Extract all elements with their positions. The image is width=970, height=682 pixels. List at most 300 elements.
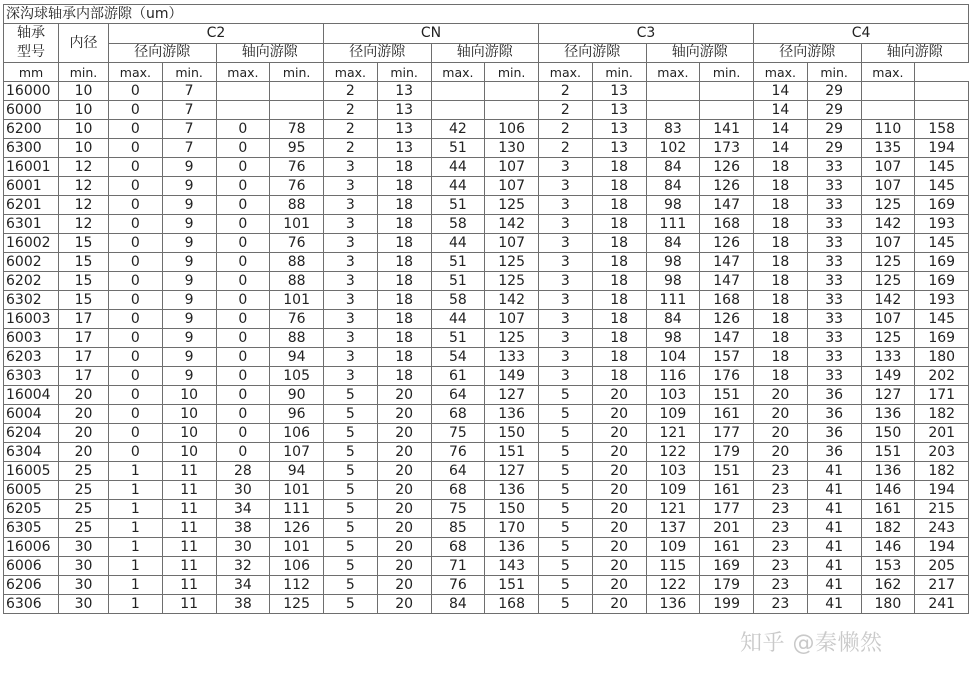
clearance-value-cell (861, 101, 915, 120)
clearance-value-cell: 18 (754, 177, 808, 196)
clearance-value-cell: 136 (485, 405, 539, 424)
clearance-value-cell: 125 (861, 196, 915, 215)
clearance-value-cell: 88 (270, 272, 324, 291)
clearance-value-cell: 75 (431, 424, 485, 443)
clearance-value-cell: 9 (162, 348, 216, 367)
clearance-value-cell: 18 (377, 367, 431, 386)
model-header-label: 轴承 型号 (17, 25, 45, 60)
clearance-value-cell: 33 (807, 329, 861, 348)
bearing-model-cell: 6203 (4, 348, 59, 367)
clearance-value-cell: 2 (324, 82, 378, 101)
table-row (4, 595, 969, 614)
clearance-value-cell: 182 (915, 405, 969, 424)
bearing-model-cell: 6004 (4, 405, 59, 424)
clearance-value-cell: 38 (216, 519, 270, 538)
clearance-value-cell: 3 (539, 253, 593, 272)
clearance-value-cell: 201 (915, 424, 969, 443)
clearance-value-cell: 125 (485, 329, 539, 348)
bearing-model-cell: 6001 (4, 177, 59, 196)
group-header-c4: C4 (754, 24, 969, 44)
axial-clearance-header: 轴向游隙 (861, 43, 969, 63)
clearance-value-cell: 20 (754, 405, 808, 424)
table-row (4, 215, 969, 234)
clearance-value-cell: 71 (431, 557, 485, 576)
clearance-value-cell: 20 (377, 405, 431, 424)
clearance-value-cell: 33 (807, 158, 861, 177)
clearance-value-cell: 33 (807, 291, 861, 310)
clearance-value-cell (915, 101, 969, 120)
clearance-value-cell: 20 (592, 386, 646, 405)
clearance-value-cell: 98 (646, 329, 700, 348)
table-row (4, 481, 969, 500)
clearance-value-cell: 90 (270, 386, 324, 405)
clearance-value-cell: 13 (377, 101, 431, 120)
clearance-value-cell: 88 (270, 329, 324, 348)
clearance-value-cell: 169 (915, 272, 969, 291)
clearance-value-cell: 41 (807, 519, 861, 538)
table-row (4, 291, 969, 310)
clearance-value-cell: 20 (377, 500, 431, 519)
clearance-value-cell (431, 101, 485, 120)
clearance-value-cell: 5 (539, 405, 593, 424)
clearance-value-cell: 2 (324, 120, 378, 139)
clearance-value-cell: 11 (162, 481, 216, 500)
table-row (4, 158, 969, 177)
clearance-value-cell: 136 (485, 538, 539, 557)
clearance-value-cell: 5 (324, 576, 378, 595)
bore-diameter-cell: 17 (59, 310, 109, 329)
clearance-value-cell: 126 (700, 310, 754, 329)
clearance-value-cell: 5 (539, 500, 593, 519)
clearance-value-cell: 0 (109, 443, 163, 462)
bore-diameter-cell: 15 (59, 272, 109, 291)
bearing-model-cell: 6205 (4, 500, 59, 519)
table-row (4, 367, 969, 386)
clearance-value-cell: 9 (162, 291, 216, 310)
clearance-value-cell: 18 (377, 177, 431, 196)
bearing-model-cell: 16000 (4, 82, 59, 101)
clearance-value-cell: 125 (485, 196, 539, 215)
clearance-value-cell: 126 (700, 234, 754, 253)
clearance-value-cell: 2 (324, 101, 378, 120)
clearance-value-cell: 9 (162, 272, 216, 291)
clearance-value-cell: 145 (915, 177, 969, 196)
clearance-value-cell: 76 (270, 234, 324, 253)
clearance-value-cell: 51 (431, 272, 485, 291)
clearance-value-cell: 3 (539, 234, 593, 253)
clearance-value-cell: 96 (270, 405, 324, 424)
clearance-value-cell: 194 (915, 538, 969, 557)
clearance-value-cell: 3 (324, 158, 378, 177)
clearance-value-cell: 78 (270, 120, 324, 139)
clearance-value-cell: 110 (861, 120, 915, 139)
table-row (4, 234, 969, 253)
clearance-value-cell: 13 (377, 120, 431, 139)
clearance-value-cell: 29 (807, 82, 861, 101)
bore-diameter-cell: 25 (59, 519, 109, 538)
clearance-value-cell: 18 (754, 234, 808, 253)
clearance-value-cell: 20 (592, 538, 646, 557)
clearance-value-cell: 33 (807, 310, 861, 329)
clearance-value-cell: 32 (216, 557, 270, 576)
clearance-value-cell: 51 (431, 253, 485, 272)
clearance-value-cell: 158 (915, 120, 969, 139)
table-row (4, 82, 969, 101)
clearance-value-cell: 20 (377, 443, 431, 462)
clearance-value-cell: 3 (324, 234, 378, 253)
clearance-value-cell: 23 (754, 462, 808, 481)
clearance-value-cell: 23 (754, 595, 808, 614)
clearance-value-cell: 147 (700, 196, 754, 215)
clearance-value-cell: 0 (109, 424, 163, 443)
clearance-value-cell: 3 (324, 367, 378, 386)
clearance-value-cell: 10 (162, 386, 216, 405)
clearance-type-row (4, 43, 969, 63)
clearance-value-cell: 9 (162, 234, 216, 253)
clearance-value-cell: 18 (754, 215, 808, 234)
clearance-value-cell: 137 (646, 519, 700, 538)
clearance-value-cell: 217 (915, 576, 969, 595)
table-row (4, 310, 969, 329)
clearance-value-cell (700, 101, 754, 120)
clearance-value-cell: 0 (216, 215, 270, 234)
clearance-value-cell: 107 (861, 177, 915, 196)
clearance-value-cell: 13 (377, 139, 431, 158)
clearance-value-cell: 33 (807, 234, 861, 253)
clearance-value-cell: 0 (216, 158, 270, 177)
clearance-value-cell: 142 (485, 291, 539, 310)
clearance-value-cell: 11 (162, 462, 216, 481)
clearance-value-cell: 0 (216, 177, 270, 196)
clearance-value-cell: 76 (431, 576, 485, 595)
clearance-value-cell: 182 (861, 519, 915, 538)
clearance-value-cell: 23 (754, 481, 808, 500)
clearance-value-cell (216, 82, 270, 101)
clearance-value-cell: 0 (109, 310, 163, 329)
bore-diameter-cell: 20 (59, 424, 109, 443)
clearance-value-cell (270, 101, 324, 120)
clearance-value-cell: 151 (700, 462, 754, 481)
clearance-value-cell: 33 (807, 177, 861, 196)
clearance-value-cell: 104 (646, 348, 700, 367)
table-row (4, 196, 969, 215)
clearance-value-cell: 20 (592, 576, 646, 595)
clearance-value-cell: 202 (915, 367, 969, 386)
clearance-value-cell: 95 (270, 139, 324, 158)
clearance-value-cell: 5 (539, 443, 593, 462)
clearance-value-cell: 0 (216, 139, 270, 158)
clearance-value-cell: 105 (270, 367, 324, 386)
clearance-value-cell: 41 (807, 462, 861, 481)
clearance-value-cell: 3 (324, 196, 378, 215)
clearance-value-cell: 127 (485, 462, 539, 481)
clearance-value-cell: 205 (915, 557, 969, 576)
table-row (4, 272, 969, 291)
clearance-value-cell: 1 (109, 576, 163, 595)
clearance-value-cell: 125 (485, 272, 539, 291)
table-row (4, 538, 969, 557)
bearing-model-cell: 6206 (4, 576, 59, 595)
clearance-value-cell: 171 (915, 386, 969, 405)
clearance-value-cell: 5 (324, 462, 378, 481)
min-header: min. (592, 63, 646, 82)
clearance-value-cell: 94 (270, 348, 324, 367)
clearance-value-cell: 68 (431, 538, 485, 557)
clearance-value-cell: 169 (915, 196, 969, 215)
clearance-value-cell: 3 (539, 291, 593, 310)
clearance-value-cell: 145 (915, 234, 969, 253)
bearing-model-cell: 6300 (4, 139, 59, 158)
clearance-value-cell: 20 (592, 424, 646, 443)
clearance-value-cell: 5 (324, 481, 378, 500)
clearance-value-cell: 101 (270, 291, 324, 310)
clearance-value-cell: 11 (162, 538, 216, 557)
clearance-value-cell: 182 (915, 462, 969, 481)
clearance-value-cell: 18 (754, 272, 808, 291)
bearing-model-cell: 6204 (4, 424, 59, 443)
clearance-value-cell: 0 (109, 139, 163, 158)
clearance-value-cell: 102 (646, 139, 700, 158)
clearance-value-cell: 20 (377, 462, 431, 481)
clearance-value-cell: 146 (861, 538, 915, 557)
table-row (4, 462, 969, 481)
clearance-value-cell: 146 (861, 481, 915, 500)
clearance-value-cell: 106 (485, 120, 539, 139)
clearance-value-cell: 29 (807, 139, 861, 158)
clearance-value-cell: 76 (431, 443, 485, 462)
clearance-value-cell: 5 (324, 557, 378, 576)
clearance-value-cell (485, 82, 539, 101)
clearance-value-cell (216, 101, 270, 120)
bearing-model-cell: 16002 (4, 234, 59, 253)
clearance-value-cell: 9 (162, 253, 216, 272)
clearance-value-cell: 68 (431, 481, 485, 500)
clearance-value-cell: 1 (109, 538, 163, 557)
clearance-value-cell: 109 (646, 538, 700, 557)
clearance-value-cell: 3 (324, 329, 378, 348)
clearance-value-cell: 44 (431, 310, 485, 329)
clearance-value-cell: 23 (754, 576, 808, 595)
table-row (4, 139, 969, 158)
clearance-value-cell: 3 (539, 310, 593, 329)
clearance-value-cell: 194 (915, 139, 969, 158)
clearance-value-cell: 0 (109, 367, 163, 386)
clearance-value-cell: 5 (324, 443, 378, 462)
clearance-value-cell: 18 (377, 215, 431, 234)
clearance-value-cell: 203 (915, 443, 969, 462)
clearance-value-cell: 0 (216, 405, 270, 424)
clearance-value-cell: 5 (539, 557, 593, 576)
clearance-value-cell: 98 (646, 196, 700, 215)
bearing-model-cell: 6002 (4, 253, 59, 272)
clearance-value-cell: 18 (754, 367, 808, 386)
clearance-value-cell: 0 (216, 367, 270, 386)
clearance-value-cell: 125 (861, 272, 915, 291)
clearance-value-cell: 126 (700, 158, 754, 177)
clearance-value-cell: 51 (431, 196, 485, 215)
clearance-value-cell: 133 (485, 348, 539, 367)
clearance-value-cell: 34 (216, 576, 270, 595)
clearance-value-cell: 169 (915, 253, 969, 272)
clearance-value-cell: 107 (485, 177, 539, 196)
clearance-value-cell: 0 (216, 424, 270, 443)
clearance-value-cell: 14 (754, 101, 808, 120)
clearance-value-cell: 98 (646, 253, 700, 272)
bore-diameter-cell: 30 (59, 557, 109, 576)
bore-diameter-cell: 20 (59, 386, 109, 405)
clearance-value-cell: 94 (270, 462, 324, 481)
clearance-value-cell: 5 (324, 538, 378, 557)
clearance-value-cell: 136 (861, 462, 915, 481)
bore-diameter-cell: 17 (59, 367, 109, 386)
clearance-value-cell: 20 (377, 538, 431, 557)
clearance-value-cell: 18 (377, 158, 431, 177)
clearance-value-cell: 3 (324, 215, 378, 234)
clearance-value-cell: 161 (700, 405, 754, 424)
clearance-value-cell: 13 (592, 82, 646, 101)
clearance-value-cell: 33 (807, 272, 861, 291)
clearance-value-cell: 125 (861, 329, 915, 348)
clearance-value-cell: 7 (162, 82, 216, 101)
bore-unit: mm (4, 63, 59, 82)
clearance-value-cell: 29 (807, 101, 861, 120)
clearance-value-cell: 41 (807, 557, 861, 576)
clearance-value-cell: 41 (807, 576, 861, 595)
clearance-value-cell: 36 (807, 386, 861, 405)
clearance-value-cell: 0 (216, 348, 270, 367)
clearance-value-cell: 5 (324, 500, 378, 519)
clearance-value-cell: 18 (377, 234, 431, 253)
clearance-value-cell: 84 (646, 177, 700, 196)
clearance-value-cell: 2 (539, 82, 593, 101)
clearance-value-cell: 0 (109, 177, 163, 196)
clearance-value-cell: 30 (216, 481, 270, 500)
model-header (4, 24, 59, 63)
clearance-value-cell: 169 (700, 557, 754, 576)
clearance-value-cell: 145 (915, 310, 969, 329)
clearance-value-cell: 9 (162, 310, 216, 329)
bearing-model-cell: 16004 (4, 386, 59, 405)
clearance-value-cell: 0 (109, 405, 163, 424)
clearance-value-cell: 23 (754, 557, 808, 576)
clearance-value-cell: 168 (700, 291, 754, 310)
bearing-model-cell: 16006 (4, 538, 59, 557)
clearance-value-cell: 18 (377, 272, 431, 291)
group-header-cn: CN (324, 24, 539, 44)
clearance-value-cell: 18 (377, 348, 431, 367)
bore-diameter-cell: 20 (59, 443, 109, 462)
clearance-value-cell: 179 (700, 443, 754, 462)
clearance-value-cell: 13 (592, 139, 646, 158)
clearance-value-cell: 136 (646, 595, 700, 614)
clearance-value-cell: 111 (270, 500, 324, 519)
clearance-value-cell: 143 (485, 557, 539, 576)
table-row (4, 405, 969, 424)
clearance-value-cell: 13 (377, 82, 431, 101)
clearance-value-cell: 145 (915, 158, 969, 177)
clearance-value-cell: 38 (216, 595, 270, 614)
bearing-model-cell: 6201 (4, 196, 59, 215)
clearance-value-cell: 20 (592, 462, 646, 481)
table-title: 深沟球轴承内部游隙（um） (4, 5, 969, 24)
clearance-value-cell: 41 (807, 538, 861, 557)
clearance-value-cell: 126 (270, 519, 324, 538)
clearance-value-cell: 3 (539, 158, 593, 177)
bore-diameter-cell: 25 (59, 462, 109, 481)
table-row (4, 253, 969, 272)
clearance-value-cell: 151 (485, 443, 539, 462)
clearance-value-cell: 5 (539, 481, 593, 500)
clearance-value-cell: 0 (216, 329, 270, 348)
clearance-value-cell: 84 (646, 234, 700, 253)
clearance-value-cell: 18 (592, 158, 646, 177)
clearance-value-cell: 147 (700, 329, 754, 348)
clearance-value-cell: 3 (539, 367, 593, 386)
clearance-value-cell: 20 (592, 405, 646, 424)
clearance-value-cell: 20 (592, 500, 646, 519)
bearing-model-cell: 6303 (4, 367, 59, 386)
clearance-value-cell: 0 (109, 272, 163, 291)
bearing-model-cell: 6006 (4, 557, 59, 576)
clearance-value-cell: 11 (162, 595, 216, 614)
clearance-value-cell: 125 (861, 253, 915, 272)
bore-diameter-cell: 12 (59, 177, 109, 196)
clearance-value-cell: 3 (539, 215, 593, 234)
clearance-value-cell: 10 (162, 443, 216, 462)
clearance-value-cell: 61 (431, 367, 485, 386)
clearance-value-cell: 88 (270, 196, 324, 215)
clearance-value-cell: 18 (754, 196, 808, 215)
clearance-value-cell: 0 (216, 196, 270, 215)
clearance-value-cell (646, 101, 700, 120)
clearance-value-cell: 5 (324, 595, 378, 614)
clearance-value-cell: 107 (485, 158, 539, 177)
clearance-value-cell: 5 (539, 386, 593, 405)
min-header: min. (59, 63, 109, 82)
min-header: min. (270, 63, 324, 82)
radial-clearance-header: 径向游隙 (539, 43, 647, 63)
clearance-value-cell: 141 (700, 120, 754, 139)
clearance-value-cell: 151 (861, 443, 915, 462)
bore-diameter-cell: 12 (59, 215, 109, 234)
clearance-value-cell: 20 (754, 386, 808, 405)
clearance-value-cell: 1 (109, 595, 163, 614)
clearance-value-cell: 36 (807, 405, 861, 424)
min-header: min. (377, 63, 431, 82)
clearance-value-cell: 121 (646, 424, 700, 443)
clearance-value-cell: 14 (754, 120, 808, 139)
clearance-value-cell: 0 (109, 101, 163, 120)
clearance-value-cell: 161 (861, 500, 915, 519)
clearance-value-cell: 153 (861, 557, 915, 576)
clearance-value-cell: 84 (646, 158, 700, 177)
clearance-value-cell: 107 (861, 158, 915, 177)
clearance-value-cell: 107 (485, 310, 539, 329)
clearance-value-cell: 111 (646, 291, 700, 310)
clearance-value-cell: 179 (700, 576, 754, 595)
bore-diameter-cell: 17 (59, 348, 109, 367)
clearance-value-cell: 20 (377, 424, 431, 443)
clearance-value-cell: 20 (377, 557, 431, 576)
bore-diameter-cell: 15 (59, 234, 109, 253)
clearance-value-cell: 41 (807, 481, 861, 500)
clearance-value-cell: 20 (592, 443, 646, 462)
bore-diameter-cell: 15 (59, 291, 109, 310)
clearance-value-cell: 106 (270, 557, 324, 576)
clearance-value-cell: 23 (754, 538, 808, 557)
clearance-value-cell: 20 (592, 519, 646, 538)
clearance-value-cell: 168 (485, 595, 539, 614)
